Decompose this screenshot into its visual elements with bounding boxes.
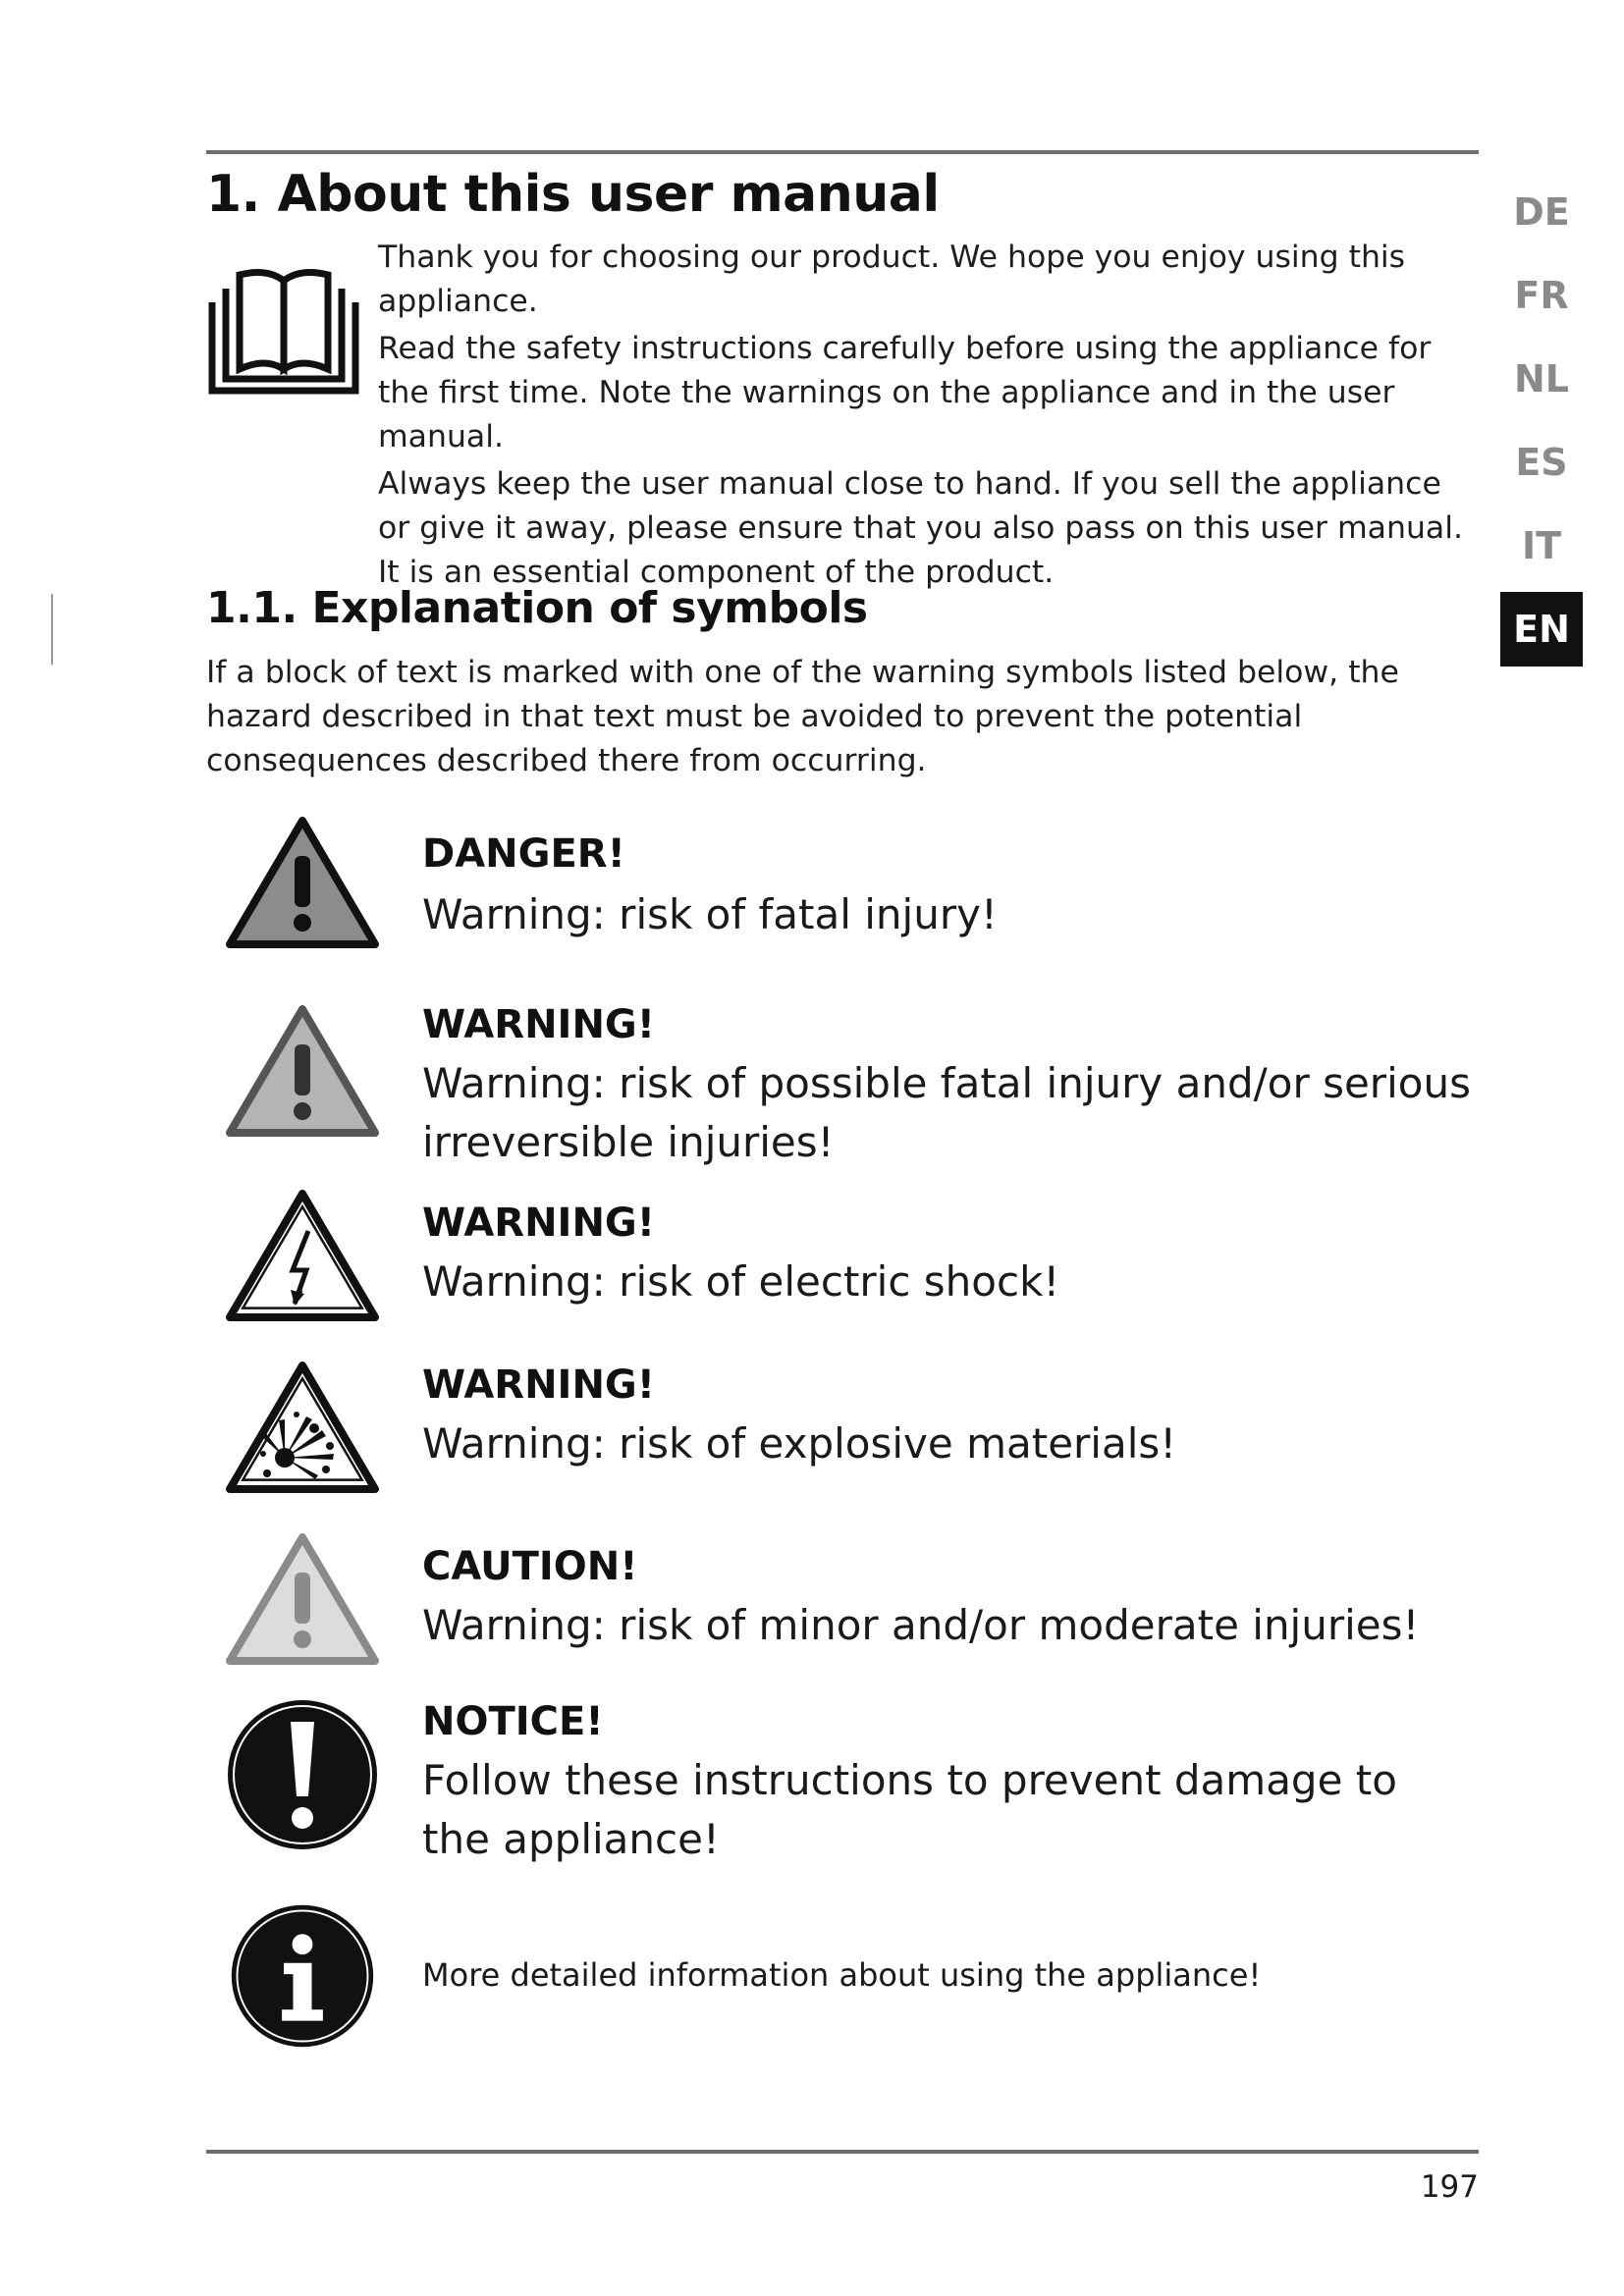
user-manual-book-icon — [206, 263, 361, 397]
explosive-icon — [224, 1360, 381, 1497]
language-tab-es[interactable]: ES — [1515, 441, 1568, 484]
symbol-description: Warning: risk of explosive materials! — [422, 1419, 1177, 1468]
symbol-title: WARNING! — [422, 1201, 655, 1246]
page-number: 197 — [1420, 2169, 1479, 2205]
symbol-title: WARNING! — [422, 1362, 655, 1408]
bottom-rule — [206, 2150, 1479, 2154]
section-heading: 1. About this user manual — [206, 165, 940, 224]
language-tab-de[interactable]: DE — [1513, 190, 1570, 234]
intro-paragraph: Read the safety instructions carefully before using the appliance for the first time. Note the warnings on the appliance and in the user manual. — [378, 331, 1432, 454]
symbol-description: Follow these instructions to prevent damage to the appliance! — [422, 1756, 1397, 1863]
subsection-text: If a block of text is marked with one of the warning symbols listed below, the hazard described in that text must be avoided to prevent the potential consequences described there from occurring. — [206, 655, 1399, 778]
symbol-title: DANGER! — [422, 831, 625, 877]
subsection-heading: 1.1. Explanation of symbols — [206, 583, 868, 633]
symbol-description: Warning: risk of possible fatal injury and/or serious irreversible injuries! — [422, 1059, 1471, 1166]
language-tab-nl[interactable]: NL — [1513, 357, 1570, 400]
caution-triangle-icon — [224, 1531, 381, 1669]
symbol-description: Warning: risk of minor and/or moderate injuries! — [422, 1601, 1420, 1649]
symbol-title: CAUTION! — [422, 1544, 638, 1589]
intro-paragraph: Thank you for choosing our product. We hope you enjoy using this appliance. — [378, 240, 1406, 319]
notice-exclamation-icon — [224, 1696, 381, 1853]
symbol-description: Warning: risk of fatal injury! — [422, 890, 998, 938]
symbol-description: Warning: risk of electric shock! — [422, 1257, 1060, 1306]
intro-paragraph: Always keep the user manual close to hand. If you sell the appliance or give it away, please ensure that you also pass on this user manual. It is an essential component of the product. — [378, 466, 1463, 590]
electric-shock-icon — [224, 1188, 381, 1325]
warning-triangle-icon — [224, 1003, 381, 1141]
language-tab-en[interactable]: EN — [1500, 592, 1583, 667]
language-tab-it[interactable]: IT — [1521, 524, 1562, 567]
symbol-title: NOTICE! — [422, 1699, 604, 1744]
info-icon — [228, 1901, 377, 2051]
intro-text — [378, 236, 1468, 598]
top-rule — [206, 150, 1479, 154]
symbol-description: More detailed information about using the appliance! — [422, 1956, 1262, 1994]
language-tab-fr[interactable]: FR — [1514, 274, 1569, 317]
symbol-title: WARNING! — [422, 1002, 655, 1047]
margin-mark — [51, 594, 53, 665]
danger-triangle-icon — [224, 815, 381, 952]
language-tabs — [1500, 175, 1583, 675]
